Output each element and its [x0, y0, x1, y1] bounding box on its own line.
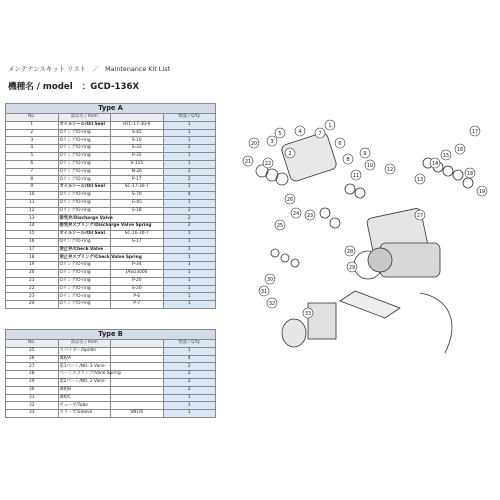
oil-cover-shape	[282, 319, 306, 347]
part-name-cell: Oリング/O-ring	[58, 199, 111, 207]
quantity-cell: 1	[163, 347, 216, 355]
part-code-cell: N-26	[111, 168, 164, 176]
part-code-cell	[111, 246, 164, 254]
callout-label: 17	[471, 128, 479, 135]
quantity-cell: 1	[163, 160, 216, 168]
part-code-cell: P-17	[111, 176, 164, 184]
table-row	[6, 176, 216, 184]
part-number-cell: 16	[6, 238, 59, 246]
table-row	[6, 363, 216, 371]
table-row	[6, 254, 216, 262]
part-number-cell: 24	[6, 301, 59, 309]
part-number-cell: 25	[6, 347, 59, 355]
part-code-cell: S-18	[111, 207, 164, 215]
part-name-cell: 逆止弁/Check Valve	[58, 246, 111, 254]
column-header-item: 部品名 / Item	[58, 114, 111, 122]
part-number-cell: 2	[6, 129, 59, 137]
part-name-cell: スリーブ/Sleeve	[58, 410, 111, 418]
table-row	[6, 371, 216, 379]
part-name-cell: Oリング/O-ring	[58, 293, 111, 301]
motor-fan-shape	[368, 248, 392, 272]
callout-label: 18	[466, 170, 474, 177]
part-number-cell: 19	[6, 262, 59, 270]
part-name-cell: Oリング/O-ring	[58, 285, 111, 293]
part-number-cell: 1	[6, 121, 59, 129]
table-b-title: Type B	[6, 330, 216, 340]
table-row	[6, 145, 216, 153]
quantity-cell: 1	[163, 230, 216, 238]
table-row	[6, 277, 216, 285]
part-code-cell: P-6	[111, 293, 164, 301]
callout-label: 31	[260, 288, 268, 295]
part-name-cell: Oリング/O-ring	[58, 168, 111, 176]
quantity-cell: 2	[163, 215, 216, 223]
table-row	[6, 285, 216, 293]
part-code-cell: JASO3006	[111, 269, 164, 277]
part-code-cell: G-65	[111, 199, 164, 207]
part-code-cell: V-115	[111, 160, 164, 168]
callout-label: 32	[268, 300, 276, 307]
callout-label: 19	[478, 188, 486, 195]
table-row	[6, 347, 216, 355]
table-row	[6, 152, 216, 160]
part-name-cell: 排気弁スプリング/Discharge Valve Spring	[58, 223, 111, 231]
quantity-cell: 1	[163, 301, 216, 309]
part-name-cell: スパイダー/Spider	[58, 347, 111, 355]
model-value: ：GCD-136X	[81, 82, 140, 92]
part-number-cell: 7	[6, 168, 59, 176]
callout-label: 6	[338, 140, 342, 147]
column-header-qty: 数量 / Q'ty	[163, 340, 216, 348]
callout-label: 9	[363, 150, 367, 157]
table-row	[6, 207, 216, 215]
part-number-cell: 11	[6, 199, 59, 207]
quantity-cell: 1	[163, 184, 216, 192]
quantity-cell: 2	[163, 176, 216, 184]
table-row	[6, 402, 216, 410]
part-number-cell: 15	[6, 230, 59, 238]
column-header-qty: 数量 / Q'ty	[163, 114, 216, 122]
quantity-cell: 1	[163, 410, 216, 418]
column-header-code	[111, 114, 164, 122]
part-name-cell: Oリング/O-ring	[58, 238, 111, 246]
callout-label: 12	[386, 166, 394, 173]
table-row	[6, 230, 216, 238]
part-code-cell: P-35	[111, 152, 164, 160]
part-number-cell: 32	[6, 402, 59, 410]
part-number-cell: 5	[6, 152, 59, 160]
part-code-cell: SN1/6	[111, 410, 164, 418]
quantity-cell: 1	[163, 137, 216, 145]
part-number-cell: 4	[6, 145, 59, 153]
part-name-cell: 第1ベーン/NO. 1 Vane	[58, 363, 111, 371]
table-a-title: Type A	[6, 104, 216, 114]
part-number-cell: 33	[6, 410, 59, 418]
table-row	[6, 394, 216, 402]
column-header-code	[111, 340, 164, 348]
column-header-no: No.	[6, 340, 59, 348]
callout-label: 25	[276, 222, 284, 229]
part-name-cell: チューブ/Tube	[58, 402, 111, 410]
part-code-cell	[111, 402, 164, 410]
quantity-cell: 2	[163, 378, 216, 386]
part-name-cell: オイルシール/Oil Seal	[58, 230, 111, 238]
callout-label: 29	[348, 264, 356, 271]
callout-label: 20	[250, 140, 258, 147]
part-code-cell: S-20	[111, 285, 164, 293]
callout-label: 11	[352, 172, 360, 179]
part-name-cell: ベーンスプリング/Vane Spring	[58, 371, 111, 379]
part-number-cell: 29	[6, 378, 59, 386]
model-line	[8, 80, 139, 92]
quantity-cell: 4	[163, 355, 216, 363]
part-name-cell: Oリング/O-ring	[58, 269, 111, 277]
quantity-cell: 1	[163, 285, 216, 293]
part-number-cell: 20	[6, 269, 59, 277]
parts-table-type-a	[5, 103, 216, 309]
callout-label: 13	[416, 176, 424, 183]
parts-table-type-b	[5, 329, 216, 418]
quantity-cell: 2	[163, 145, 216, 153]
quantity-cell: 1	[163, 262, 216, 270]
quantity-cell: 2	[163, 371, 216, 379]
table-row	[6, 168, 216, 176]
table-row	[6, 293, 216, 301]
callout-label: 33	[304, 310, 312, 317]
callout-label: 24	[292, 210, 300, 217]
table-row	[6, 223, 216, 231]
part-number-cell: 17	[6, 246, 59, 254]
quantity-cell: 1	[163, 269, 216, 277]
exploded-parts-diagram	[220, 103, 500, 393]
table-row	[6, 262, 216, 270]
part-number-cell: 28	[6, 371, 59, 379]
quantity-cell: 1	[163, 199, 216, 207]
part-number-cell: 26	[6, 355, 59, 363]
table-row	[6, 355, 216, 363]
part-code-cell: SC-16-30-7	[111, 230, 164, 238]
quantity-cell: 1	[163, 402, 216, 410]
part-code-cell: S-33	[111, 145, 164, 153]
table-row	[6, 184, 216, 192]
part-code-cell	[111, 355, 164, 363]
table-row	[6, 238, 216, 246]
part-code-cell: P-7	[111, 301, 164, 309]
part-code-cell: HTC-17-30-9	[111, 121, 164, 129]
part-name-cell: Oリング/O-ring	[58, 145, 111, 153]
part-code-cell	[111, 394, 164, 402]
table-row	[6, 215, 216, 223]
part-number-cell: 8	[6, 176, 59, 184]
part-number-cell: 9	[6, 184, 59, 192]
part-name-cell: 翼板C	[58, 394, 111, 402]
quantity-cell: 2	[163, 207, 216, 215]
part-number-cell: 31	[6, 394, 59, 402]
quantity-cell: 1	[163, 293, 216, 301]
part-name-cell: オイルシール/Oil Seal	[58, 121, 111, 129]
part-number-cell: 21	[6, 277, 59, 285]
part-name-cell: Oリング/O-ring	[58, 301, 111, 309]
part-code-cell: S-45	[111, 129, 164, 137]
list-title: メンテナンスキット リスト ／ Maintenance Kit List	[8, 65, 170, 73]
part-number-cell: 3	[6, 137, 59, 145]
callout-label: 2	[288, 150, 292, 157]
part-name-cell: 排気弁/Discharge Valve	[58, 215, 111, 223]
part-name-cell: Oリング/O-ring	[58, 176, 111, 184]
callout-label: 28	[346, 248, 354, 255]
part-number-cell: 22	[6, 285, 59, 293]
oil-case-shape	[308, 303, 336, 339]
base-plate-shape	[340, 291, 400, 318]
part-name-cell: 逆止弁スプリング/Check Valve Spring	[58, 254, 111, 262]
part-code-cell: P-20	[111, 277, 164, 285]
callout-label: 8	[346, 156, 350, 163]
callout-label: 10	[366, 162, 374, 169]
part-code-cell	[111, 363, 164, 371]
part-code-cell: S-10	[111, 137, 164, 145]
quantity-cell: 2	[163, 386, 216, 394]
callout-label: 7	[318, 130, 322, 137]
quantity-cell: 1	[163, 277, 216, 285]
part-name-cell: Oリング/O-ring	[58, 207, 111, 215]
table-row	[6, 378, 216, 386]
part-number-cell: 6	[6, 160, 59, 168]
part-number-cell: 10	[6, 191, 59, 199]
part-name-cell: 第2ベーン/NO. 2 Vane	[58, 378, 111, 386]
part-code-cell	[111, 378, 164, 386]
callout-label: 27	[416, 212, 424, 219]
table-row	[6, 410, 216, 418]
part-number-cell: 27	[6, 363, 59, 371]
callout-label: 15	[442, 152, 450, 159]
part-name-cell: 翼板A	[58, 355, 111, 363]
quantity-cell: 1	[163, 394, 216, 402]
callout-label: 4	[298, 128, 302, 135]
callout-label: 16	[456, 146, 464, 153]
callout-label: 30	[266, 276, 274, 283]
callout-label: 3	[270, 138, 274, 145]
tube-shape	[420, 293, 452, 353]
part-name-cell: Oリング/O-ring	[58, 262, 111, 270]
table-row	[6, 129, 216, 137]
quantity-cell: 1	[163, 254, 216, 262]
callout-label: 22	[264, 160, 272, 167]
callout-label: 26	[286, 196, 294, 203]
table-row	[6, 199, 216, 207]
quantity-cell: 4	[163, 191, 216, 199]
table-row	[6, 301, 216, 309]
part-name-cell: オイルシール/Oil Seal	[58, 184, 111, 192]
quantity-cell: 1	[163, 121, 216, 129]
part-code-cell	[111, 386, 164, 394]
quantity-cell: 1	[163, 246, 216, 254]
part-number-cell: 23	[6, 293, 59, 301]
part-name-cell: Oリング/O-ring	[58, 160, 111, 168]
part-name-cell: Oリング/O-ring	[58, 152, 111, 160]
column-header-item: 部品名 / Item	[58, 340, 111, 348]
part-code-cell: S-70	[111, 191, 164, 199]
table-row	[6, 246, 216, 254]
part-number-cell: 30	[6, 386, 59, 394]
part-number-cell: 12	[6, 207, 59, 215]
model-label: 機種名 / model	[8, 82, 73, 92]
quantity-cell: 1	[163, 238, 216, 246]
part-code-cell: S-17	[111, 238, 164, 246]
table-row	[6, 137, 216, 145]
table-row	[6, 191, 216, 199]
table-row	[6, 160, 216, 168]
part-code-cell: P-34	[111, 262, 164, 270]
callout-label: 14	[431, 160, 439, 167]
part-name-cell: 翼板B	[58, 386, 111, 394]
quantity-cell: 2	[163, 223, 216, 231]
part-name-cell: Oリング/O-ring	[58, 137, 111, 145]
table-row	[6, 386, 216, 394]
column-header-no: No.	[6, 114, 59, 122]
part-name-cell: Oリング/O-ring	[58, 129, 111, 137]
quantity-cell: 1	[163, 129, 216, 137]
part-code-cell	[111, 347, 164, 355]
callout-label: 23	[306, 212, 314, 219]
part-name-cell: Oリング/O-ring	[58, 191, 111, 199]
part-number-cell: 18	[6, 254, 59, 262]
callout-label: 1	[328, 122, 332, 129]
callout-label: 5	[278, 130, 282, 137]
part-code-cell: SC-17-30-7	[111, 184, 164, 192]
callout-label: 21	[244, 158, 252, 165]
callout-group	[243, 120, 487, 318]
part-code-cell	[111, 215, 164, 223]
part-number-cell: 13	[6, 215, 59, 223]
diagram-drawing	[256, 132, 473, 353]
table-row	[6, 269, 216, 277]
quantity-cell: 2	[163, 168, 216, 176]
quantity-cell: 2	[163, 363, 216, 371]
part-number-cell: 14	[6, 223, 59, 231]
table-row	[6, 121, 216, 129]
part-name-cell: Oリング/O-ring	[58, 277, 111, 285]
quantity-cell: 1	[163, 152, 216, 160]
